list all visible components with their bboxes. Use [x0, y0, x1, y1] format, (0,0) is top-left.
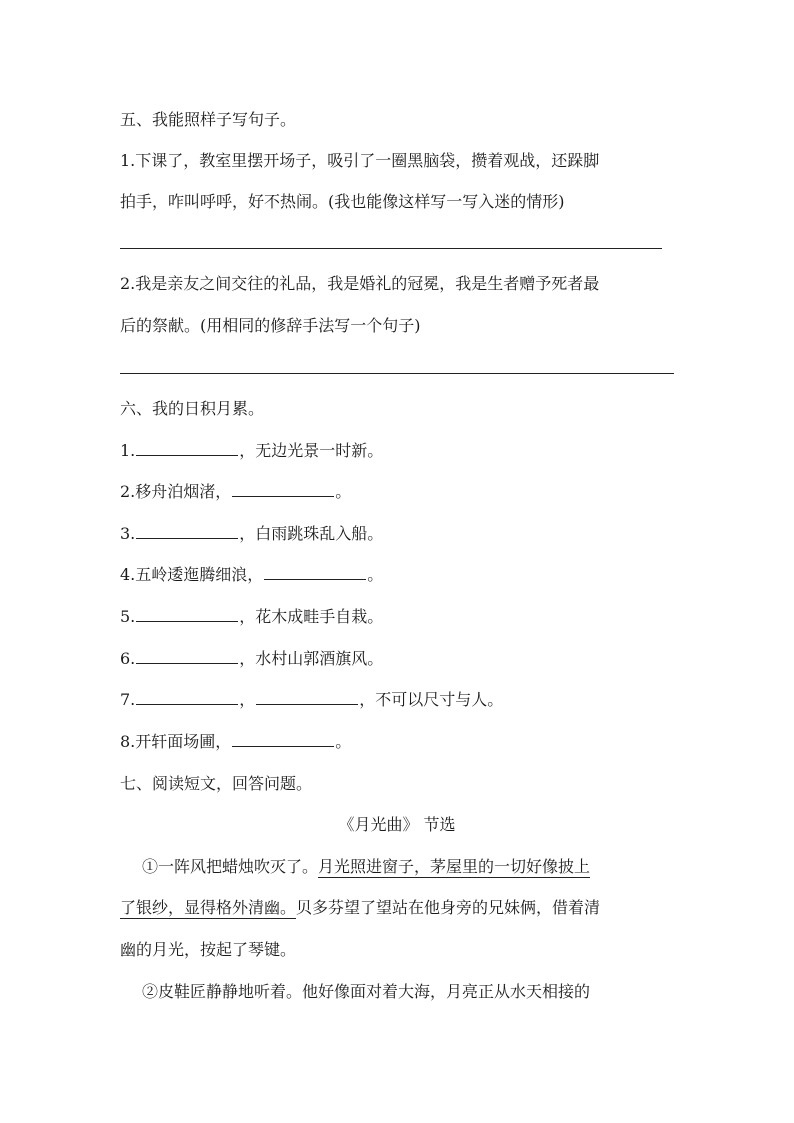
fill-blank[interactable]: [136, 607, 238, 622]
q1-line1: 1.下课了，教室里摆开场子，吸引了一圈黑脑袋，攒着观战，还跺脚: [120, 151, 600, 170]
p1-plain2: 贝多芬望了望站在他身旁的兄妹俩，借着清: [296, 898, 601, 917]
q2-answer-line[interactable]: [120, 373, 674, 374]
item-text: ，水村山郭酒旗风。: [239, 649, 384, 668]
item-number: 8.: [120, 732, 136, 751]
p2-text: ②皮鞋匠静静地听着。他好像面对着大海，月亮正从水天相接的: [142, 982, 591, 1001]
fill-blank[interactable]: [232, 482, 334, 497]
poem-item-2: [120, 482, 351, 502]
q1-answer-line[interactable]: [120, 248, 662, 249]
q2-line1: 2.我是亲友之间交往的礼品，我是婚礼的冠冕，我是生者赠予死者最: [120, 274, 600, 293]
p1-plain1: 一阵风把蜡烛吹灭了。: [158, 857, 319, 876]
underlined-sentence-part2: 了银纱，显得格外清幽。: [120, 898, 297, 917]
fill-blank[interactable]: [136, 690, 238, 705]
item-suffix: 。: [335, 732, 352, 751]
passage-p2-line1: [120, 982, 590, 1002]
item-prefix: 五岭逶迤腾细浪，: [135, 565, 264, 584]
item-number: 5.: [120, 607, 136, 626]
item-prefix: 移舟泊烟渚，: [135, 482, 232, 501]
passage-p1-line2: [120, 898, 600, 918]
item-number: 6.: [120, 649, 136, 668]
item-text: ，花木成畦手自栽。: [239, 607, 384, 626]
section6-heading: 六、我的日积月累。: [120, 399, 265, 418]
fill-blank[interactable]: [232, 732, 334, 747]
poem-item-4: [120, 565, 383, 585]
item-number: 7.: [120, 690, 136, 709]
q2-line2: 后的祭献。(用相同的修辞手法写一个句子): [120, 316, 421, 335]
passage-p1-line1: [120, 857, 590, 877]
item-number: 1.: [120, 441, 136, 460]
item-number: 2.: [120, 482, 136, 501]
poem-item-7: [120, 690, 503, 710]
passage-title: 《月光曲》 节选: [338, 815, 456, 834]
section5-heading: 五、我能照样子写句子。: [120, 110, 297, 129]
passage-p1-line3: 幽的月光，按起了琴键。: [120, 940, 297, 959]
poem-item-5: [120, 607, 383, 627]
fill-blank[interactable]: [264, 565, 366, 580]
fill-blank[interactable]: [136, 649, 238, 664]
item-text: ，不可以尺寸与人。: [359, 690, 504, 709]
item-prefix: 开轩面场圃，: [135, 732, 232, 751]
para-marker: ①: [142, 857, 159, 876]
poem-item-6: [120, 649, 383, 669]
section7-heading: 七、阅读短文，回答问题。: [120, 774, 313, 793]
fill-blank[interactable]: [136, 441, 238, 456]
item-text: ，无边光景一时新。: [239, 441, 384, 460]
item-mid: ，: [239, 690, 256, 709]
underlined-sentence-part1: 月光照进窗子，茅屋里的一切好像披上: [318, 857, 591, 876]
poem-item-3: [120, 524, 383, 544]
poem-item-1: [120, 441, 383, 461]
item-suffix: 。: [367, 565, 384, 584]
poem-item-8: [120, 732, 351, 752]
item-number: 3.: [120, 524, 136, 543]
fill-blank[interactable]: [136, 524, 238, 539]
fill-blank[interactable]: [256, 690, 358, 705]
item-text: ，白雨跳珠乱入船。: [239, 524, 384, 543]
q1-line2: 拍手，咋叫呼呼，好不热闹。(我也能像这样写一写入迷的情形): [120, 192, 565, 211]
item-suffix: 。: [335, 482, 352, 501]
item-number: 4.: [120, 565, 136, 584]
